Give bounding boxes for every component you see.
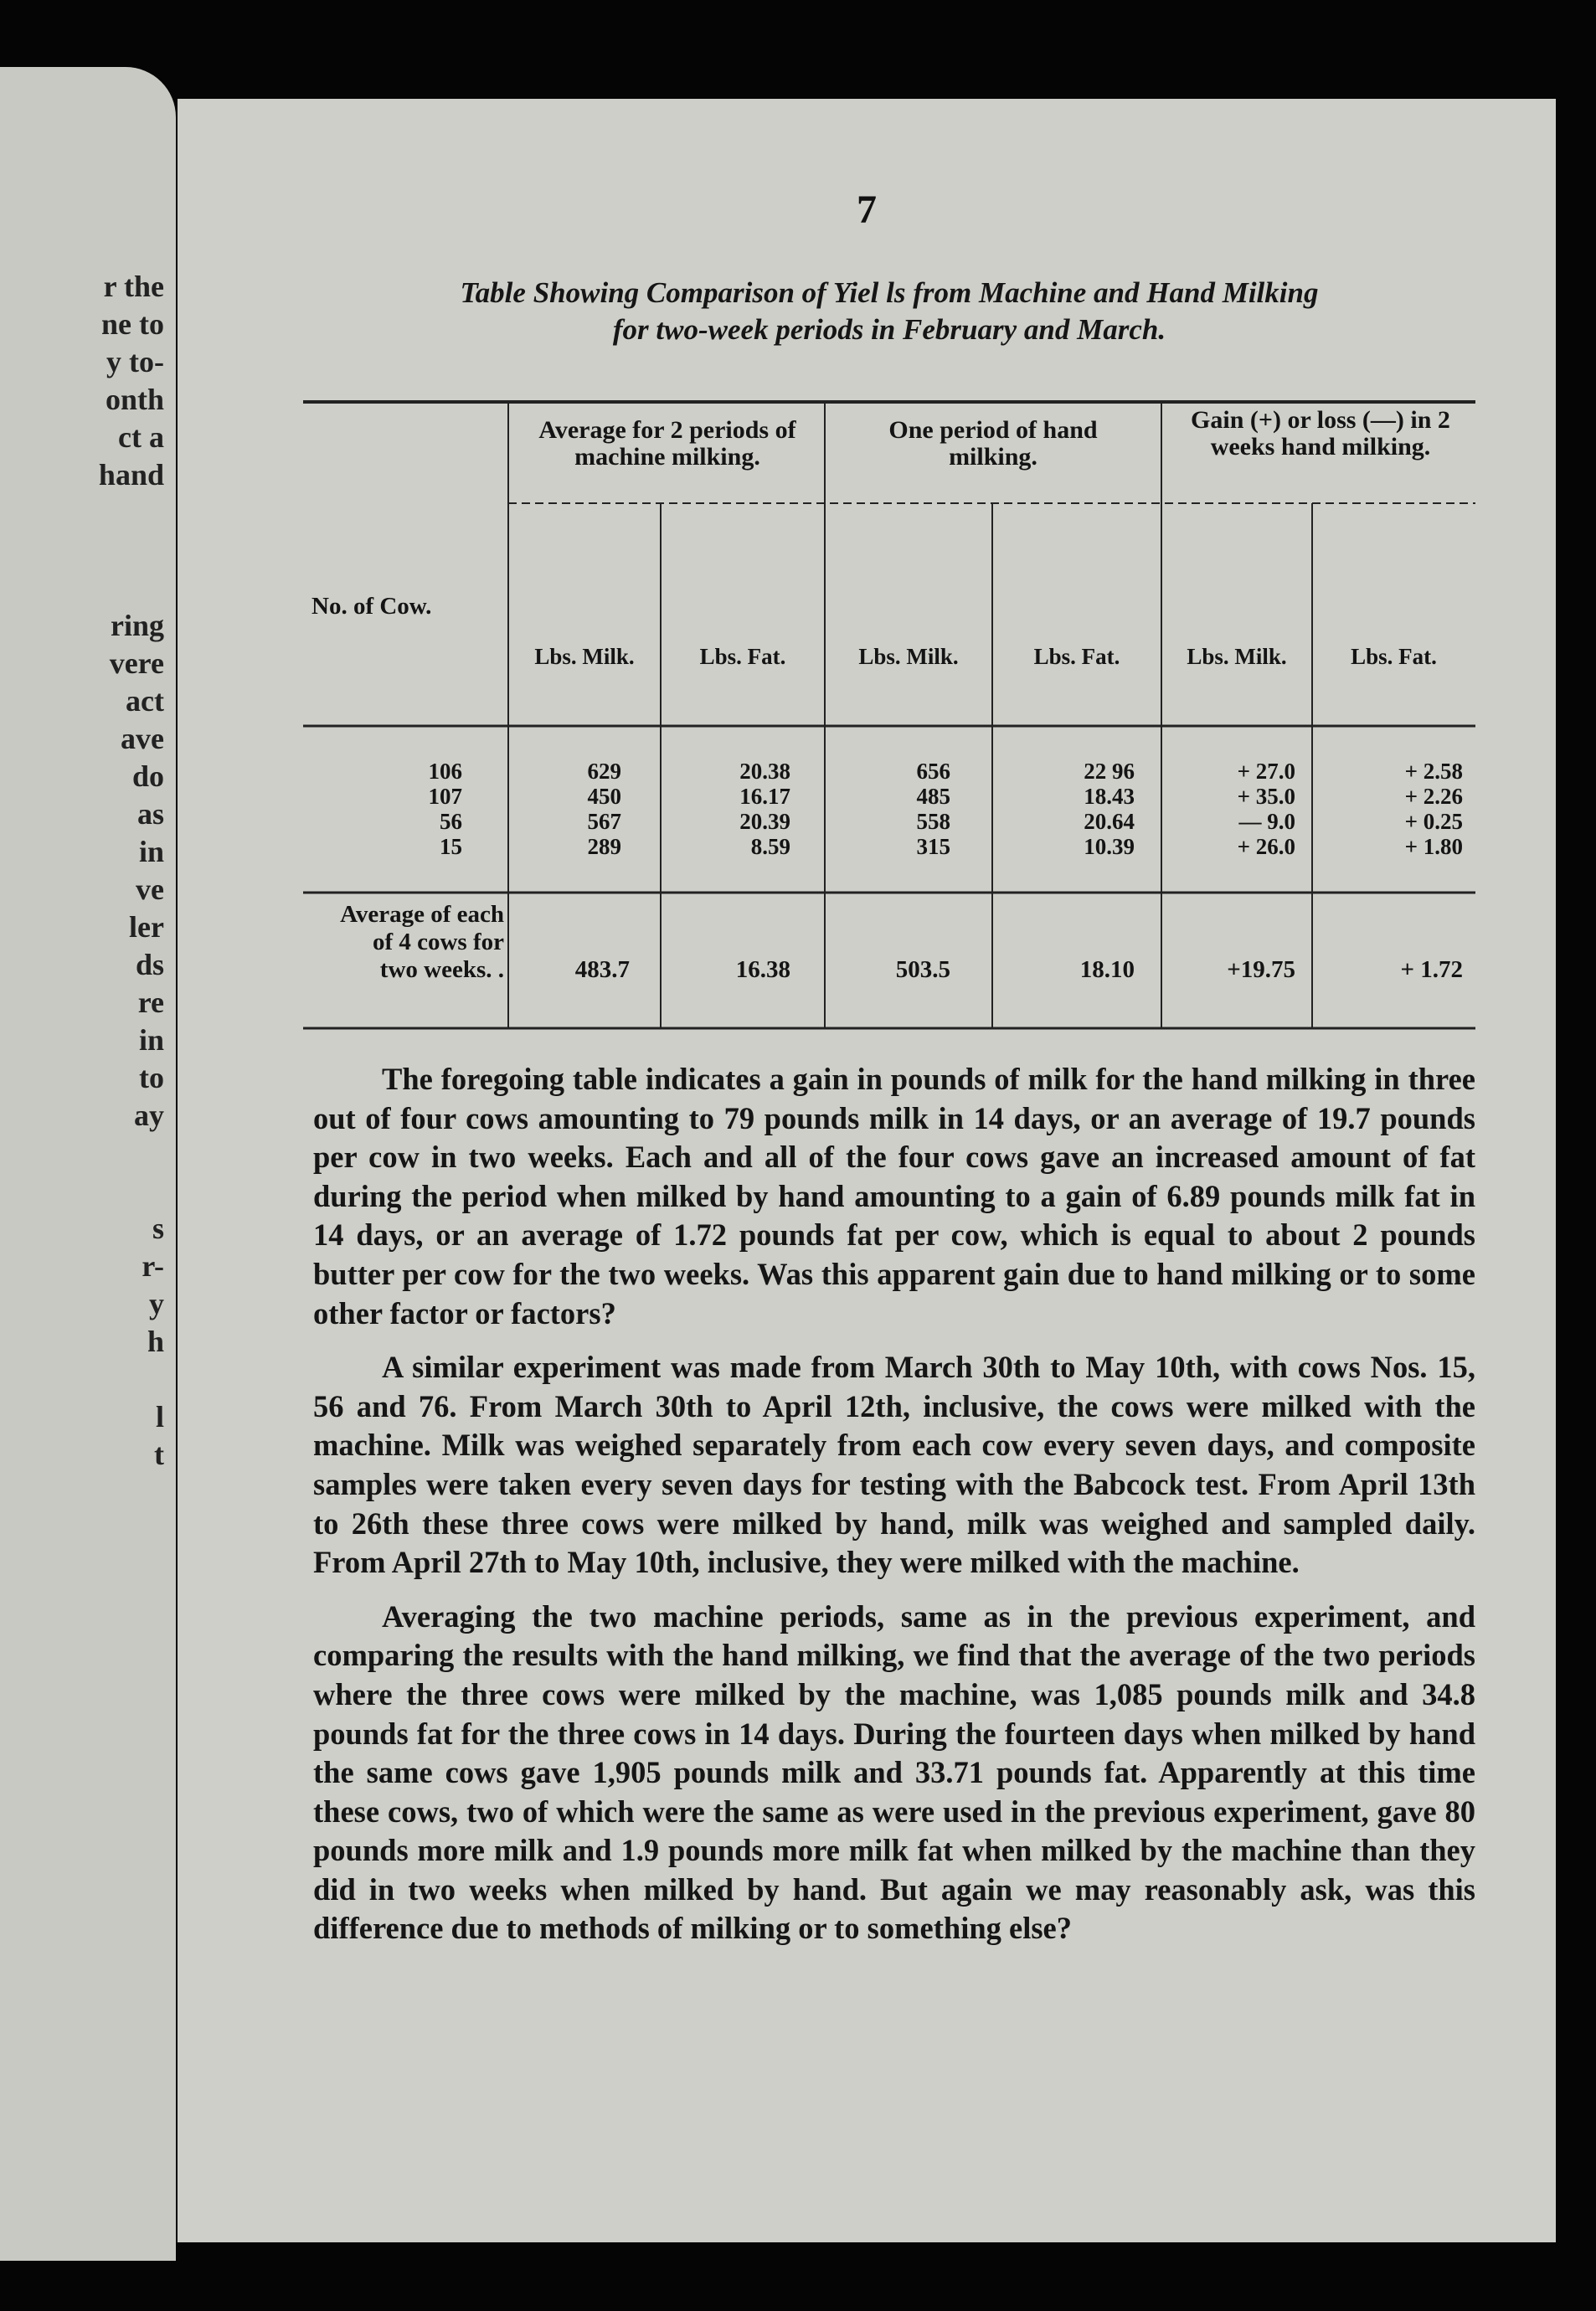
- table-cell-g-fat: + 1.80: [1404, 834, 1463, 859]
- table-cell-h-milk: 485: [916, 784, 950, 809]
- table-cell-m-milk: 629: [587, 759, 621, 784]
- left-page-fragment: [72, 569, 164, 607]
- header-hand: One period of hand milking.: [888, 416, 1098, 471]
- left-page-fragment: re: [137, 986, 164, 1019]
- average-machine-milk: 483.7: [574, 956, 630, 983]
- table-cell-m-milk: 450: [587, 784, 621, 809]
- left-page-fragment: in: [138, 835, 164, 868]
- left-page-fragment: as: [136, 797, 164, 831]
- left-page-fragment: y: [149, 1287, 164, 1320]
- subheader-machine-fat: Lbs. Fat.: [699, 644, 786, 669]
- left-page-fragment: ne to: [101, 307, 164, 341]
- header-machine: Average for 2 periods of machine milking.: [538, 416, 796, 471]
- table-cell-cow: 106: [428, 759, 462, 784]
- average-gain-milk: +19.75: [1227, 956, 1295, 983]
- left-page-fragment: vere: [109, 646, 164, 680]
- table-cell-g-fat: + 2.58: [1404, 759, 1463, 784]
- left-page-fragment: y to-: [106, 345, 164, 378]
- subheader-machine-milk: Lbs. Milk.: [534, 644, 635, 669]
- left-page-fragment: [72, 1135, 164, 1172]
- left-page-fragment: [72, 494, 164, 532]
- left-page-fragment: ay: [134, 1099, 164, 1132]
- table-cell-h-milk: 656: [916, 759, 950, 784]
- table-cell-cow: 15: [440, 834, 462, 859]
- left-page-fragment: act: [126, 684, 164, 718]
- table-cell-m-milk: 567: [587, 809, 621, 834]
- paragraph-1: The foregoing table indicates a gain in pounds of milk for the hand milking in three out of four cows amounting to 79 pounds milk in 14 days, or an average of 19.7 pounds per cow in two weeks. Each and all of the four cows gave an increased amount of fat during the period when milked by hand amounting to a gain of 6.89 pounds milk fat in 14 days, or an average of 1.72 pounds fat per cow, which is equal to about 2 pounds butter per cow for the two weeks. Was this apparent gain due to hand milking or to some other factor or factors?: [313, 1062, 1475, 1330]
- subheader-gain-milk: Lbs. Milk.: [1187, 644, 1287, 669]
- table-cell-m-fat: 20.39: [739, 809, 790, 834]
- paragraph-2: A similar experiment was made from March 30th to May 10th, with cows Nos. 15, 56 and 76. From March 30th to April 12th, inclusive, the cows were milked with the machine. Milk was weighed separately from each cow every seven days, and composite samples were taken every seven days for testing with the Babcock test. From April 13th to 26th these three cows were milked by hand, milk was weighed and sampled daily. From April 27th to May 10th, inclusive, they were milked with the machine.: [313, 1350, 1475, 1580]
- left-page-fragment: ring: [110, 609, 164, 642]
- caption-line-1: Table Showing Comparison of Yiel ls from Machine and Hand Milking: [460, 276, 1319, 309]
- average-gain-fat: + 1.72: [1400, 956, 1463, 983]
- left-page-fragment: to: [139, 1061, 164, 1094]
- subheader-gain-fat: Lbs. Fat.: [1351, 644, 1437, 669]
- subheader-hand-milk: Lbs. Milk.: [858, 644, 959, 669]
- left-page-edge: [0, 67, 176, 2261]
- left-page-fragment: l: [155, 1400, 164, 1433]
- average-hand-fat: 18.10: [1079, 956, 1135, 983]
- left-page-fragment: [72, 532, 164, 569]
- average-hand-milk: 503.5: [895, 956, 950, 983]
- table-cell-h-milk: 558: [916, 809, 950, 834]
- table-cell-h-fat: 18.43: [1084, 784, 1135, 809]
- table-cell-cow: 107: [428, 784, 462, 809]
- left-page-fragment: ler: [129, 910, 164, 944]
- table-cell-h-milk: 315: [916, 834, 950, 859]
- left-page-fragment: hand: [98, 458, 164, 492]
- average-label-line-1: Average of each: [340, 901, 504, 928]
- left-page-fragment: do: [131, 759, 164, 793]
- average-machine-fat: 16.38: [735, 956, 790, 983]
- left-page-fragment: r-: [142, 1249, 164, 1283]
- page-number: 7: [857, 188, 877, 232]
- table-cell-m-fat: 16.17: [739, 784, 790, 809]
- body-text: [313, 1060, 1475, 1964]
- caption-line-2: for two-week periods in February and March.: [612, 313, 1166, 346]
- left-page-fragment: s: [152, 1212, 164, 1245]
- left-page-text-fragments: [72, 268, 164, 1474]
- left-page-fragment: ve: [136, 872, 164, 906]
- table-cell-g-milk: + 26.0: [1237, 834, 1295, 859]
- table-cell-h-fat: 20.64: [1084, 809, 1135, 834]
- table-cell-g-milk: + 35.0: [1237, 784, 1295, 809]
- subheader-hand-fat: Lbs. Fat.: [1033, 644, 1120, 669]
- table-cell-g-fat: + 2.26: [1404, 784, 1463, 809]
- header-gain: Gain (+) or loss (—) in 2 weeks hand milking.: [1191, 406, 1450, 461]
- paragraph-3: Averaging the two machine periods, same as in the previous experiment, and comparing the results with the hand milking, we find that the average of the two periods where the three cows were milked by the machine, was 1,085 pounds milk and 34.8 pounds fat for the three cows in 14 days. During the fourteen days when milked by hand the same cows gave 1,905 pounds milk and 33.71 pounds fat. Apparently at this time these cows, two of which were the same as were used in the previous experiment, gave 80 pounds more milk and 1.9 pounds more milk fat when milked by the machine than they did in two weeks when milked by hand. But again we may reasonably ask, was this difference due to methods of milking or to something else?: [313, 1598, 1475, 1946]
- left-page-fragment: h: [147, 1325, 164, 1358]
- average-label-line-2: of 4 cows for: [372, 929, 504, 955]
- table-cell-m-fat: 20.38: [739, 759, 790, 784]
- left-page-fragment: ct a: [118, 420, 164, 454]
- left-page-fragment: onth: [105, 383, 164, 416]
- table-caption: [295, 275, 1484, 348]
- left-page-fragment: t: [154, 1438, 164, 1471]
- left-page-fragment: r the: [103, 270, 164, 303]
- left-page-fragment: [72, 1172, 164, 1210]
- header-cow: No. of Cow.: [311, 593, 432, 620]
- left-page-fragment: ds: [135, 948, 164, 981]
- table-cell-cow: 56: [440, 809, 462, 834]
- average-label: [303, 901, 504, 984]
- table-cell-g-fat: + 0.25: [1404, 809, 1463, 834]
- table-cell-h-fat: 22 96: [1084, 759, 1135, 784]
- table-cell-g-milk: + 27.0: [1237, 759, 1295, 784]
- yield-comparison-table: [303, 399, 1475, 1035]
- left-page-fragment: [72, 1361, 164, 1398]
- document-page: [178, 99, 1556, 2242]
- table-cell-h-fat: 10.39: [1084, 834, 1135, 859]
- table-cell-g-milk: — 9.0: [1238, 809, 1295, 834]
- average-label-line-3: two weeks. .: [379, 956, 504, 983]
- table-cell-m-milk: 289: [587, 834, 621, 859]
- left-page-fragment: ave: [121, 722, 164, 755]
- table-cell-m-fat: 8.59: [750, 834, 790, 859]
- left-page-fragment: in: [138, 1023, 164, 1057]
